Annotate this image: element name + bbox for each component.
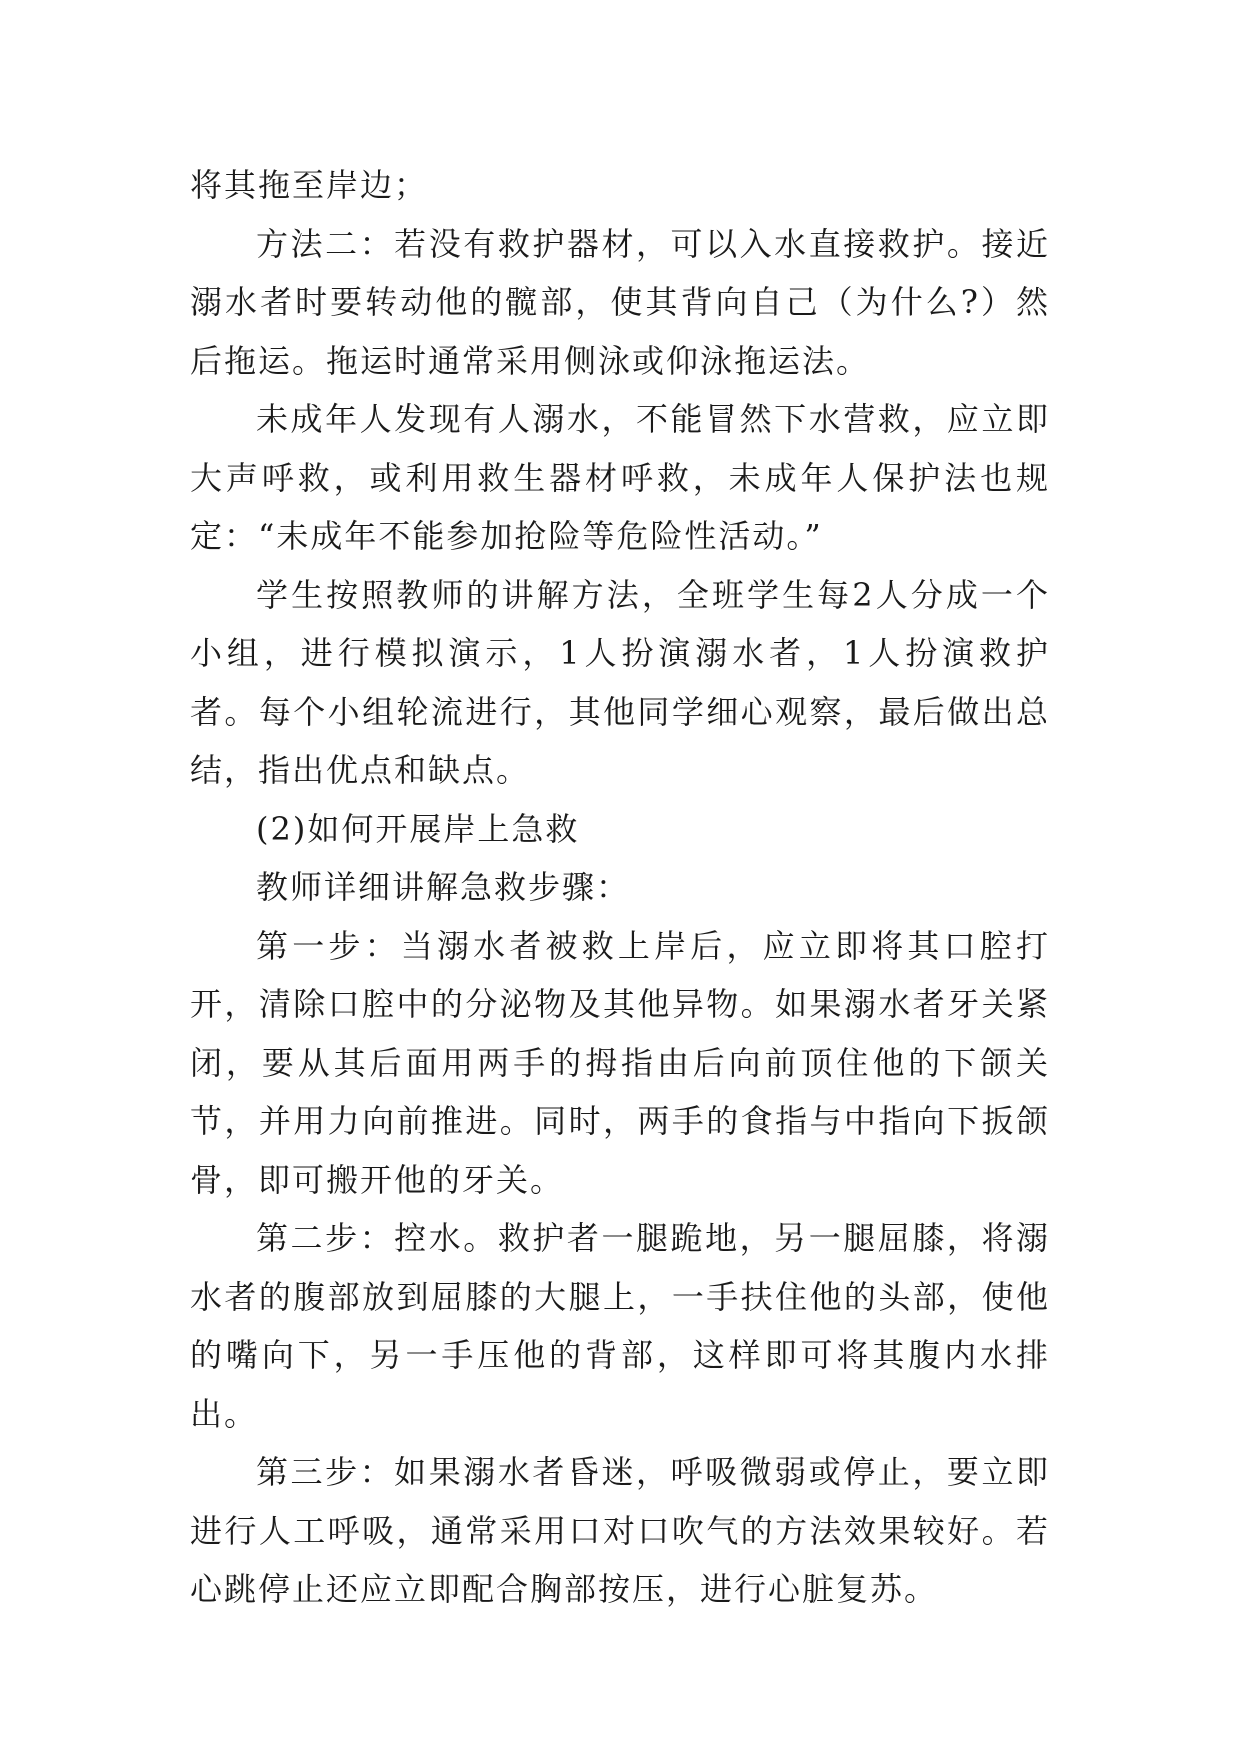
- paragraph-minors-warning: 未成年人发现有人溺水，不能冒然下水营救，应立即大声呼救，或利用救生器材呼救，未成年人保护法也规定：“未成年不能参加抢险等危险性活动。”: [190, 400, 1050, 555]
- paragraph-method-two: 方法二：若没有救护器材，可以入水直接救护。接近溺水者时要转动他的髋部，使其背向自己（为什么?）然后拖运。拖运时通常采用侧泳或仰泳拖运法。: [190, 224, 1050, 380]
- paragraph-teacher-explains: 教师详细讲解急救步骤：: [256, 868, 631, 906]
- paragraph-student-practice: 学生按照教师的讲解方法，全班学生每2人分成一个小组，进行模拟演示，1人扮演溺水者，1人扮演救护者。每个小组轮流进行，其他同学细心观察，最后做出总结，指出优点和缺点。: [190, 575, 1050, 789]
- section-heading-shore-rescue: (2)如何开展岸上急救: [256, 809, 580, 848]
- paragraph-step-three: 第三步：如果溺水者昏迷，呼吸微弱或停止，要立即进行人工呼吸，通常采用口对口吹气的方法效果较好。若心跳停止还应立即配合胸部按压，进行心脏复苏。: [190, 1453, 1050, 1608]
- paragraph-step-one: 第一步：当溺水者被救上岸后，应立即将其口腔打开，清除口腔中的分泌物及其他异物。如果溺水者牙关紧闭，要从其后面用两手的拇指由后向前顶住他的下颌关节，并用力向前推进。同时，两手的食指与中指向下扳颌骨，即可搬开他的牙关。: [190, 926, 1050, 1199]
- paragraph-continuation: 将其拖至岸边；: [190, 166, 429, 204]
- body-text: [190, 156, 1050, 1619]
- paragraph-step-two: 第二步：控水。救护者一腿跪地，另一腿屈膝，将溺水者的腹部放到屈膝的大腿上，一手扶住他的头部，使他的嘴向下，另一手压他的背部，这样即可将其腹内水排出。: [190, 1219, 1050, 1433]
